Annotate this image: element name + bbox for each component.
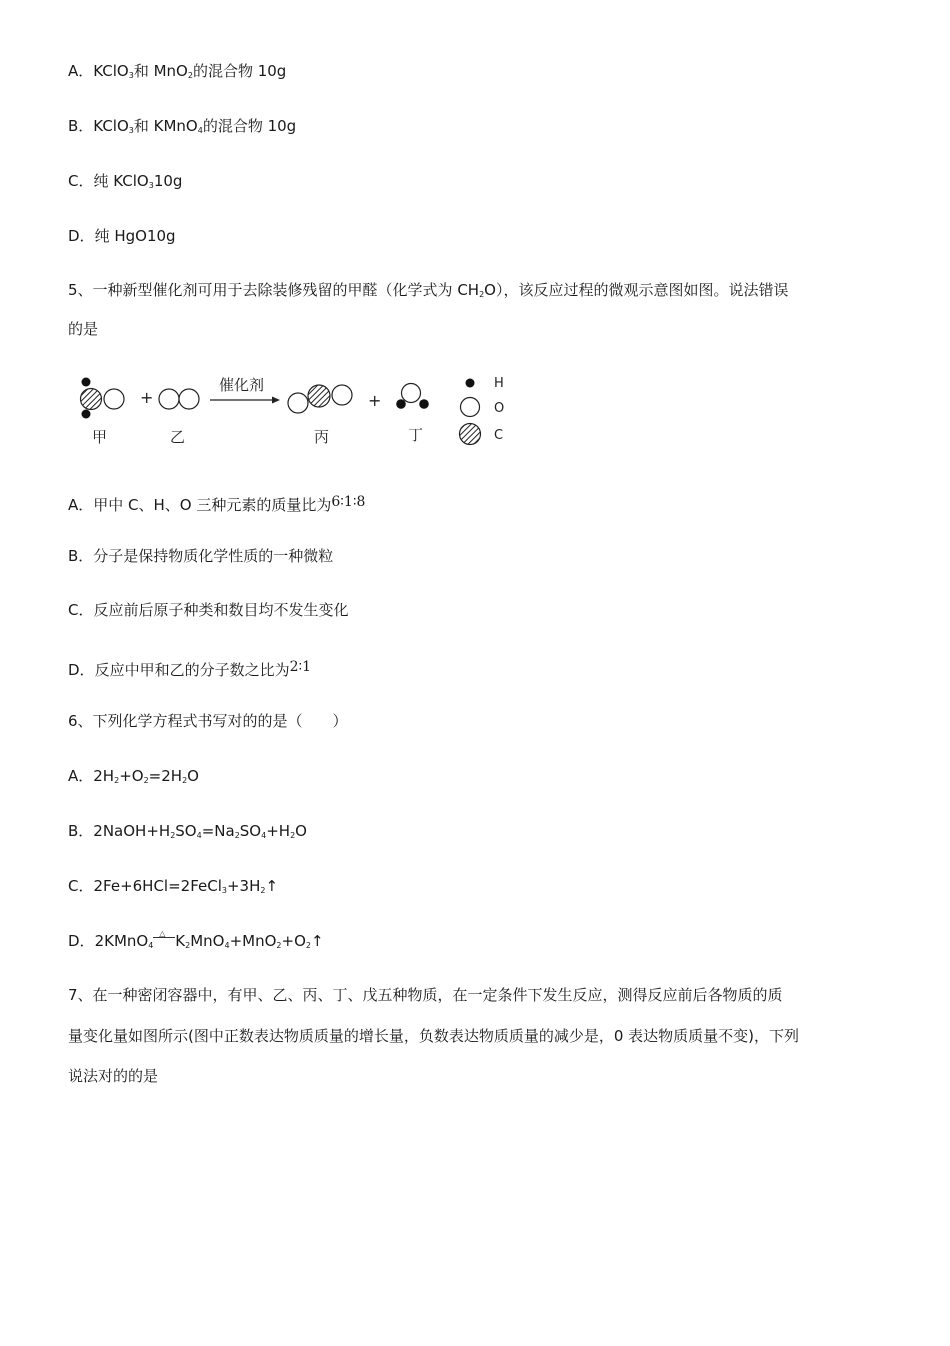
legend-o-label: O [494, 401, 505, 416]
label-ding: 丁 [408, 426, 424, 444]
formula-text: 2NaOH+H [93, 822, 171, 840]
q5-stem-line2 [68, 319, 98, 339]
subscript: 3 [221, 886, 227, 895]
option-text: 的混合物 10g [192, 62, 287, 80]
option-letter: A． [68, 62, 94, 80]
q5-option-a [68, 492, 365, 515]
q6-option-b [68, 821, 307, 841]
legend-c-swatch [460, 424, 481, 445]
legend-c-label: C [494, 428, 504, 443]
arrow-head [272, 397, 280, 404]
option-text: 纯 HgO10g [94, 227, 176, 245]
q6-option-a [68, 766, 199, 786]
molecule-ding [396, 384, 429, 409]
subscript: 2 [290, 831, 296, 840]
question-text: 量变化量如图所示(图中正数表达物质质量的增长量，负数表达物质质量的减少是，0 表达物质质量不变)，下列 [68, 1027, 800, 1045]
plus-sign: + [140, 388, 154, 407]
option-text: 和 MnO [133, 62, 188, 80]
option-text: 10g [153, 172, 183, 190]
heat-delta-icon: △ [159, 929, 166, 938]
option-letter: B． [68, 547, 94, 565]
q6-stem [68, 711, 348, 731]
subscript: 2 [276, 941, 282, 950]
option-text: KClO [93, 62, 129, 80]
ratio-value: 2∶1 [289, 659, 312, 675]
h-atom [82, 378, 91, 387]
option-text: 纯 KClO [93, 172, 149, 190]
q4-option-d [68, 226, 176, 246]
option-letter: C． [68, 601, 94, 619]
formula-text: SO [175, 822, 197, 840]
question-text: O），该反应过程的微观示意图如图。说法错误 [484, 281, 789, 299]
q7-stem-line1 [68, 985, 783, 1005]
legend-h-swatch [466, 379, 475, 388]
q6-option-c [68, 876, 278, 896]
subscript: 2 [143, 776, 149, 785]
formula-text: K [175, 932, 186, 950]
formula-text: +3H [226, 877, 261, 895]
label-yi: 乙 [170, 428, 186, 446]
molecule-yi [159, 389, 199, 409]
subscript: 2 [114, 776, 120, 785]
question-text: 的是 [68, 320, 99, 338]
option-letter: D． [68, 661, 95, 679]
option-letter: C． [68, 877, 94, 895]
o-atom [332, 385, 352, 405]
formula-text: =Na [201, 822, 235, 840]
h-atom [419, 399, 429, 409]
formula-text: =2H [148, 767, 183, 785]
label-bing: 丙 [314, 428, 330, 446]
subscript: 2 [182, 776, 188, 785]
option-text: 反应中甲和乙的分子数之比为 [94, 661, 290, 679]
option-text: 的混合物 10g [202, 117, 297, 135]
subscript: 2 [185, 941, 191, 950]
c-atom [308, 385, 330, 407]
question-text: 7、在一种密闭容器中，有甲、乙、丙、丁、戊五种物质，在一定条件下发生反应，测得反应前后各物质的质 [68, 986, 783, 1004]
h-atom [82, 410, 91, 419]
subscript: 2 [305, 941, 311, 950]
o-atom [159, 389, 179, 409]
formula-text: MnO [190, 932, 225, 950]
formula-text: +O [119, 767, 144, 785]
up-arrow-icon: ↑ [265, 877, 279, 895]
subscript: 2 [234, 831, 240, 840]
molecule-jia [81, 378, 125, 419]
heating-condition [153, 929, 175, 946]
q6-option-d [68, 931, 324, 951]
q7-stem-line2 [68, 1026, 799, 1046]
catalyst-label: 催化剂 [219, 376, 265, 394]
molecule-bing [288, 385, 352, 413]
c-atom [81, 389, 102, 410]
option-letter: A． [68, 767, 94, 785]
q4-option-c [68, 171, 182, 191]
subscript: 3 [148, 181, 154, 190]
q7-stem-line3 [68, 1066, 158, 1086]
subscript: 4 [196, 831, 202, 840]
option-letter: B． [68, 117, 94, 135]
subscript: 4 [224, 941, 230, 950]
h-atom [396, 399, 406, 409]
option-letter: D． [68, 227, 95, 245]
subscript: 4 [148, 941, 154, 950]
q4-option-a [68, 61, 286, 81]
formula-text: O [187, 767, 199, 785]
reaction-micro-diagram [74, 368, 514, 450]
legend [460, 376, 505, 445]
option-letter: C． [68, 172, 94, 190]
label-jia: 甲 [92, 428, 108, 446]
formula-text: 2H [93, 767, 115, 785]
option-text: KClO [93, 117, 129, 135]
subscript: 3 [128, 126, 134, 135]
subscript: 3 [128, 71, 134, 80]
option-letter: D． [68, 932, 95, 950]
legend-h-label: H [494, 376, 504, 391]
subscript: 2 [170, 831, 176, 840]
question-text: 5、一种新型催化剂可用于去除装修残留的甲醛（化学式为 CH [68, 281, 480, 299]
q4-option-b [68, 116, 296, 136]
question-text: 说法对的的是 [68, 1067, 159, 1085]
option-text: 和 KMnO [133, 117, 198, 135]
o-atom [288, 393, 308, 413]
o-atom [402, 384, 421, 403]
option-text: 分子是保持物质化学性质的一种微粒 [93, 547, 334, 565]
equation-bar [153, 937, 175, 938]
o-atom [104, 389, 124, 409]
subscript: 2 [479, 290, 485, 299]
q5-option-c [68, 600, 349, 620]
formula-text: 2KMnO [94, 932, 149, 950]
formula-text: +MnO [229, 932, 277, 950]
legend-o-swatch [461, 398, 480, 417]
option-text: 甲中 C、H、O 三种元素的质量比为 [93, 496, 332, 514]
formula-text: +O [281, 932, 306, 950]
q5-option-b [68, 546, 333, 566]
question-text: 6、下列化学方程式书写对的的是（ ） [68, 712, 348, 730]
option-letter: B． [68, 822, 94, 840]
subscript: 2 [260, 886, 266, 895]
o-atom [179, 389, 199, 409]
formula-text: +H [266, 822, 291, 840]
formula-text: O [295, 822, 307, 840]
subscript: 4 [197, 126, 203, 135]
ratio-value: 6∶1∶8 [331, 494, 366, 510]
option-letter: A． [68, 496, 94, 514]
formula-text: SO [239, 822, 262, 840]
q5-option-d [68, 657, 311, 680]
q5-stem-line1 [68, 280, 788, 300]
formula-text: 2Fe+6HCl=2FeCl [93, 877, 222, 895]
subscript: 2 [187, 71, 193, 80]
option-text: 反应前后原子种类和数目均不发生变化 [93, 601, 349, 619]
subscript: 4 [261, 831, 267, 840]
plus-sign: + [368, 391, 382, 410]
up-arrow-icon: ↑ [310, 932, 324, 950]
